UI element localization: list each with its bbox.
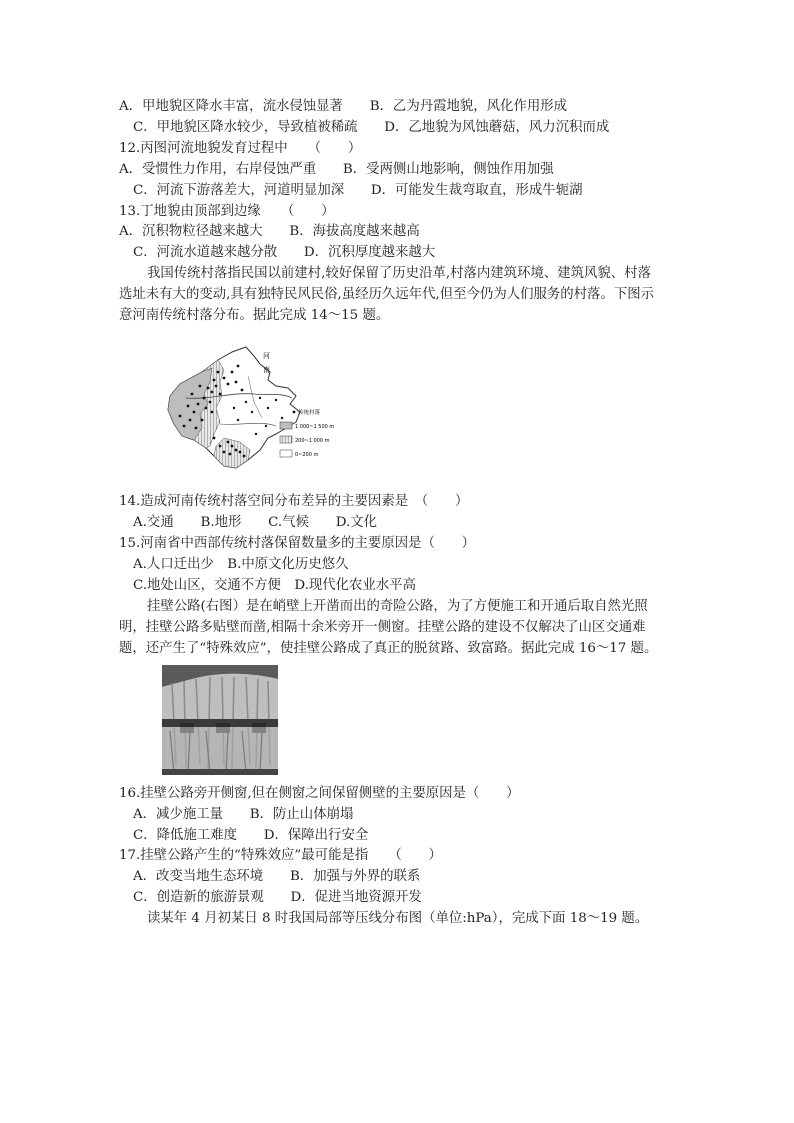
q17-option-cd: C．创造新的旅游景观 D．促进当地资源开发 [133, 890, 422, 905]
intro-14-15-line1: 我国传统村落指民国以前建村,较好保留了历史沿革,村落内建筑环境、建筑风貌、村落 [147, 266, 651, 281]
map-label-nan: 南 [263, 366, 270, 374]
q14-options: A.交通 B.地形 C.气候 D.文化 [133, 515, 378, 530]
legend-title: 传统村落 [298, 410, 321, 416]
q12-option-ab: A．受惯性力作用，右岸侵蚀严重 B．受两侧山地影响，侧蚀作用加强 [119, 162, 554, 177]
q12-stem: 12.丙图河流地貌发育过程中 （ ） [119, 141, 362, 156]
q16-stem: 16.挂壁公路旁开侧窗,但在侧窗之间保留侧壁的主要原因是（ ） [119, 786, 520, 801]
legend-item-high: 1 000~1 500 m [295, 424, 335, 430]
q15-stem: 15.河南省中西部传统村落保留数量多的主要原因是（ ） [119, 536, 476, 551]
q15-option-cd: C.地处山区，交通不方便 D.现代化农业水平高 [133, 578, 416, 593]
q11-option-cd: C．甲地貌区降水较少，导致植被稀疏 D．乙地貌为风蚀蘑菇，风力沉积而成 [133, 120, 610, 135]
legend-item-mid: 200~1 000 m [295, 438, 330, 444]
intro-16-17-line1: 挂壁公路(右图）是在峭壁上开凿而出的奇险公路，为了方便施工和开通后取自然光照 [147, 599, 648, 614]
q14-stem: 14.造成河南传统村落空间分布差异的主要因素是 （ ） [119, 494, 469, 509]
legend-swatch-low [280, 450, 292, 457]
intro-18-19: 读某年 4 月初某日 8 时我国局部等压线分布图（单位:hPa），完成下面 18～19 题。 [147, 911, 649, 926]
legend-swatch-high [280, 422, 292, 429]
q11-option-ab: A．甲地貌区降水丰富，流水侵蚀显著 B．乙为丹霞地貌，风化作用形成 [119, 99, 568, 114]
q16-option-ab: A．减少施工量 B．防止山体崩塌 [133, 807, 354, 822]
q17-stem: 17.挂壁公路产生的“特殊效应”最可能是指 （ ） [119, 848, 442, 863]
q13-stem: 13.丁地貌由顶部到边缘 （ ） [119, 204, 335, 219]
q13-option-cd: C．河流水道越来越分散 D．沉积厚度越来越大 [133, 245, 436, 260]
intro-14-15-line2: 选址未有大的变动,具有独特民风民俗,虽经历久远年代,但至今仍为人们服务的村落。下图示 [119, 287, 655, 302]
legend-item-low: 0~200 m [295, 452, 319, 458]
q16-option-cd: C．降低施工难度 D．保障出行安全 [133, 828, 369, 843]
q17-option-ab: A．改变当地生态环境 B．加强与外界的联系 [133, 869, 421, 884]
map-label-he: 河 [263, 352, 270, 360]
q13-option-ab: A．沉积物粒径越来越大 B．海拔高度越来越高 [119, 224, 420, 239]
q15-option-ab: A.人口迁出少 B.中原文化历史悠久 [133, 557, 349, 572]
intro-16-17-line2: 明，挂壁公路多贴壁而凿,相隔十余米旁开一侧窗。挂壁公路的建设不仅解决了山区交通难 [119, 620, 646, 635]
legend-swatch-mid [280, 436, 292, 443]
intro-14-15-line3: 意河南传统村落分布。据此完成 14～15 题。 [119, 308, 390, 323]
q12-option-cd: C．河流下游落差大，河道明显加深 D．可能发生裁弯取直，形成牛轭湖 [133, 183, 583, 198]
henan-village-map [150, 342, 362, 478]
legend-dot-icon [293, 411, 296, 414]
cliff-road-photo [162, 665, 278, 775]
intro-16-17-line3: 题，还产生了“特殊效应”，使挂壁公路成了真正的脱贫路、致富路。据此完成 16～17 题。 [119, 641, 658, 656]
